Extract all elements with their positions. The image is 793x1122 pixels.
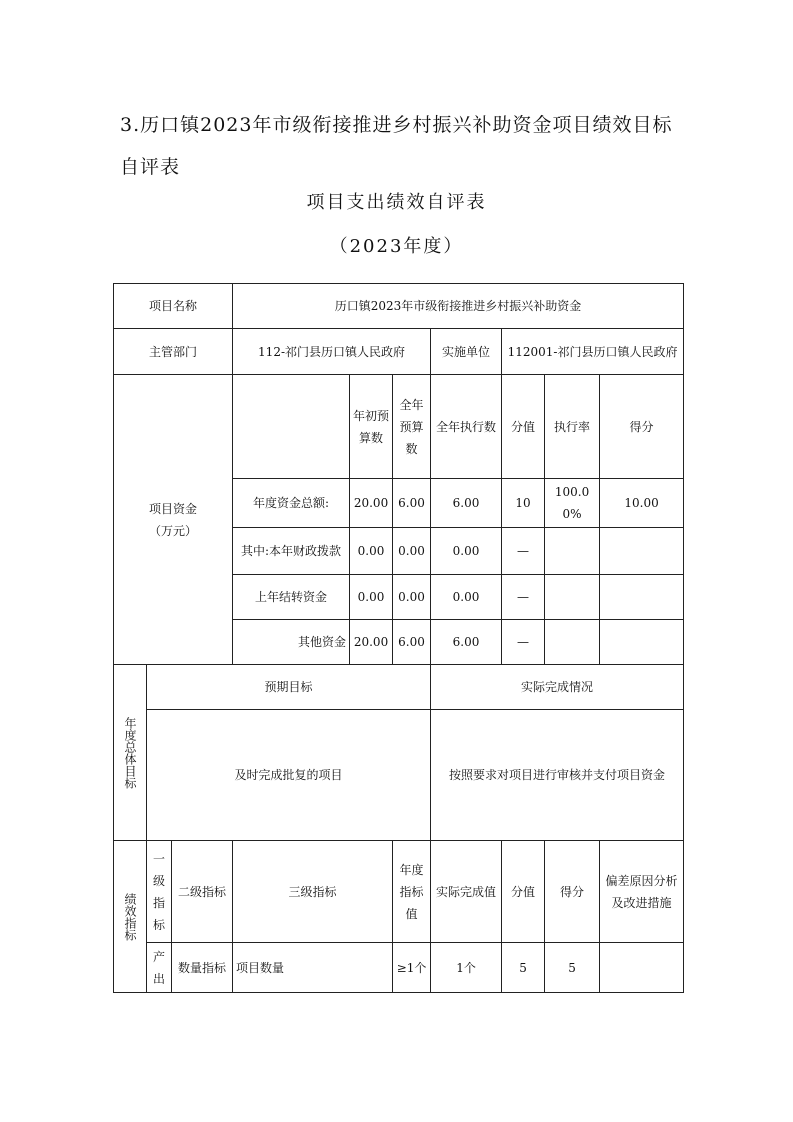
ind-actual: 1个	[431, 943, 502, 993]
ind-header-actual: 实际完成值	[431, 841, 502, 943]
funds-row-rate: 100.00%	[545, 479, 600, 528]
indicators-label: 绩效指标	[123, 892, 137, 941]
funds-row-rate	[545, 528, 600, 575]
header-exec-rate: 执行率	[545, 375, 600, 479]
impl-unit-label: 实施单位	[431, 329, 502, 375]
dept-value: 112-祁门县历口镇人民政府	[233, 329, 431, 375]
ind-header-level2: 二级指标	[172, 841, 233, 943]
funds-row-annual: 0.00	[393, 528, 431, 575]
funds-row-annual: 6.00	[393, 479, 431, 528]
ind-level1: 产出	[147, 943, 172, 993]
ind-header-value: 分值	[502, 841, 545, 943]
funds-row-score: 10.00	[600, 479, 684, 528]
header-annual-budget: 全年预算数	[393, 375, 431, 479]
department-row	[114, 329, 684, 375]
funds-row-annual: 0.00	[393, 575, 431, 620]
funds-row-initial: 0.00	[350, 575, 393, 620]
indicators-label-cell	[114, 841, 147, 993]
funds-row-annual: 6.00	[393, 620, 431, 665]
funds-label: 项目资金	[149, 501, 198, 516]
goal-content-row	[114, 710, 684, 841]
funds-row-label: 其中:本年财政拨款	[233, 528, 350, 575]
header-initial-budget: 年初预算数	[350, 375, 393, 479]
ind-header-target: 年度指标值	[393, 841, 431, 943]
ind-target: ≥1个	[393, 943, 431, 993]
funds-row-value: —	[502, 528, 545, 575]
funds-unit: （万元）	[149, 523, 198, 538]
project-name-label: 项目名称	[114, 284, 233, 329]
ind-header-level1: 一级指标	[147, 841, 172, 943]
funds-header-row	[114, 375, 684, 479]
form-year: （2023年度）	[329, 236, 464, 257]
project-name-row	[114, 284, 684, 329]
funds-row-value: —	[502, 620, 545, 665]
funds-row-rate	[545, 575, 600, 620]
funds-row-rate	[545, 620, 600, 665]
document-heading: 3.历口镇2023年市级衔接推进乡村振兴补助资金项目绩效目标自评表	[120, 114, 673, 178]
funds-label-cell	[114, 375, 233, 665]
project-name-value: 历口镇2023年市级衔接推进乡村振兴补助资金	[233, 284, 684, 329]
funds-row-initial: 0.00	[350, 528, 393, 575]
funds-row-score	[600, 620, 684, 665]
funds-row-value: 10	[502, 479, 545, 528]
actual-label: 实际完成情况	[431, 665, 684, 710]
expected-goal-label: 预期目标	[147, 665, 431, 710]
ind-header-score: 得分	[545, 841, 600, 943]
actual-result: 按照要求对项目进行审核并支付项目资金	[431, 710, 684, 841]
funds-row-initial: 20.00	[350, 479, 393, 528]
funds-row-score	[600, 528, 684, 575]
funds-row-exec: 6.00	[431, 479, 502, 528]
annual-goal-label-cell	[114, 665, 147, 841]
funds-row-exec: 0.00	[431, 528, 502, 575]
funds-row-label: 上年结转资金	[233, 575, 350, 620]
funds-row-value: —	[502, 575, 545, 620]
ind-header-deviation: 偏差原因分析及改进措施	[600, 841, 684, 943]
ind-score: 5	[545, 943, 600, 993]
ind-value: 5	[502, 943, 545, 993]
expected-goal: 及时完成批复的项目	[147, 710, 431, 841]
funds-row-exec: 6.00	[431, 620, 502, 665]
performance-table	[113, 283, 684, 993]
funds-row-label: 年度资金总额:	[233, 479, 350, 528]
funds-row-label: 其他资金	[233, 620, 350, 665]
ind-level3: 项目数量	[233, 943, 393, 993]
goal-header-row	[114, 665, 684, 710]
funds-row-score	[600, 575, 684, 620]
ind-level2: 数量指标	[172, 943, 233, 993]
indicator-header-row	[114, 841, 684, 943]
form-title: 项目支出绩效自评表	[306, 192, 487, 213]
header-score: 得分	[600, 375, 684, 479]
funds-header-blank	[233, 375, 350, 479]
ind-header-level3: 三级指标	[233, 841, 393, 943]
indicator-row	[114, 943, 684, 993]
funds-row-initial: 20.00	[350, 620, 393, 665]
header-annual-exec: 全年执行数	[431, 375, 502, 479]
impl-unit-value: 112001-祁门县历口镇人民政府	[502, 329, 684, 375]
dept-label: 主管部门	[114, 329, 233, 375]
annual-goal-label: 年度总体目标	[123, 716, 137, 789]
header-score-value: 分值	[502, 375, 545, 479]
funds-row-exec: 0.00	[431, 575, 502, 620]
ind-deviation	[600, 943, 684, 993]
